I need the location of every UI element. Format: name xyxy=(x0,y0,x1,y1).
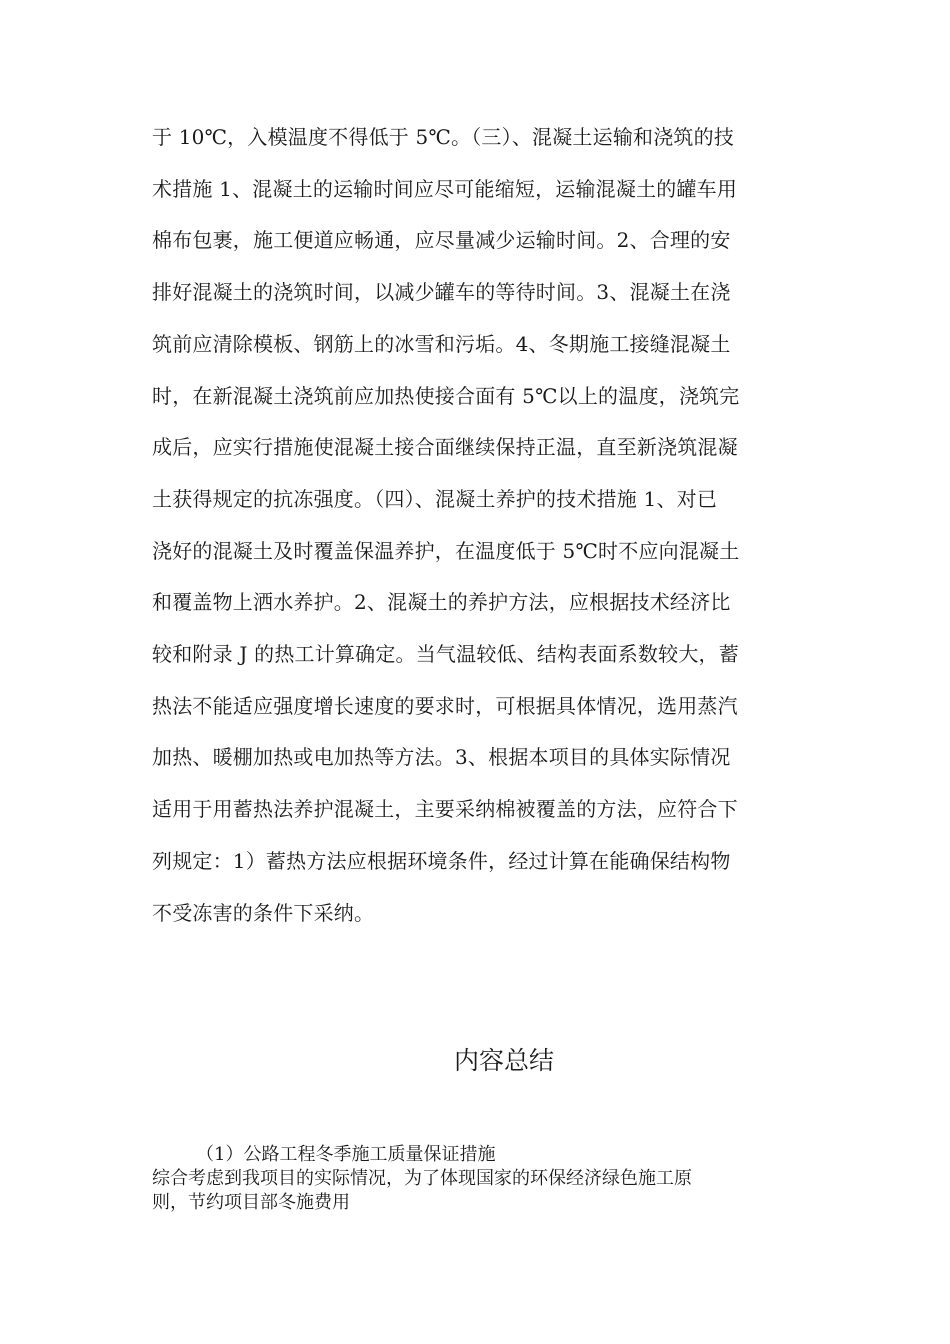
body-line: 浇好的混凝土及时覆盖保温养护，在温度低于 5℃时不应向混凝土 xyxy=(152,538,740,563)
body-line: 较和附录 J 的热工计算确定。当气温较低、结构表面系数较大，蓄 xyxy=(152,642,739,667)
body-line: 适用于用蓄热法养护混凝土，主要采纳棉被覆盖的方法，应符合下 xyxy=(152,797,738,822)
body-line: 热法不能适应强度增长速度的要求时，可根据具体情况，选用蒸汽 xyxy=(152,693,738,718)
body-line: 排好混凝土的浇筑时间，以减少罐车的等待时间。3、混凝土在浇 xyxy=(152,280,731,305)
summary-line: 则，节约项目部冬施费用 xyxy=(152,1192,350,1213)
summary-line: 综合考虑到我项目的实际情况，为了体现国家的环保经济绿色施工原 xyxy=(152,1168,692,1189)
body-line: 不受冻害的条件下采纳。 xyxy=(152,900,375,925)
body-line: 于 10℃，入模温度不得低于 5℃。（三）、混凝土运输和浇筑的技 xyxy=(152,125,735,149)
body-line: 列规定：1）蓄热方法应根据环境条件，经过计算在能确保结构物 xyxy=(152,848,731,873)
body-line: 术措施 1、混凝土的运输时间应尽可能缩短，运输混凝土的罐车用 xyxy=(152,176,738,201)
summary-section xyxy=(152,1143,812,1215)
summary-title: 内容总结 xyxy=(453,1046,554,1075)
body-line: 土获得规定的抗冻强度。（四）、混凝土养护的技术措施 1、对已 xyxy=(152,486,718,511)
body-line: 和覆盖物上洒水养护。2、混凝土的养护方法，应根据技术经济比 xyxy=(152,590,731,615)
body-line: 成后，应实行措施使混凝土接合面继续保持正温，直至新浇筑混凝 xyxy=(152,435,738,460)
body-paragraph xyxy=(152,112,812,939)
body-line: 时，在新混凝土浇筑前应加热使接合面有 5℃以上的温度，浇筑完 xyxy=(152,383,740,408)
body-line: 筑前应清除模板、钢筋上的冰雪和污垢。4、冬期施工接缝混凝土 xyxy=(152,331,731,356)
body-line: 加热、暖棚加热或电加热等方法。3、根据本项目的具体实际情况 xyxy=(152,745,731,770)
summary-heading: （1）公路工程冬季施工质量保证措施 xyxy=(196,1144,496,1165)
body-line: 棉布包裹，施工便道应畅通，应尽量减少运输时间。2、合理的安 xyxy=(152,228,731,253)
